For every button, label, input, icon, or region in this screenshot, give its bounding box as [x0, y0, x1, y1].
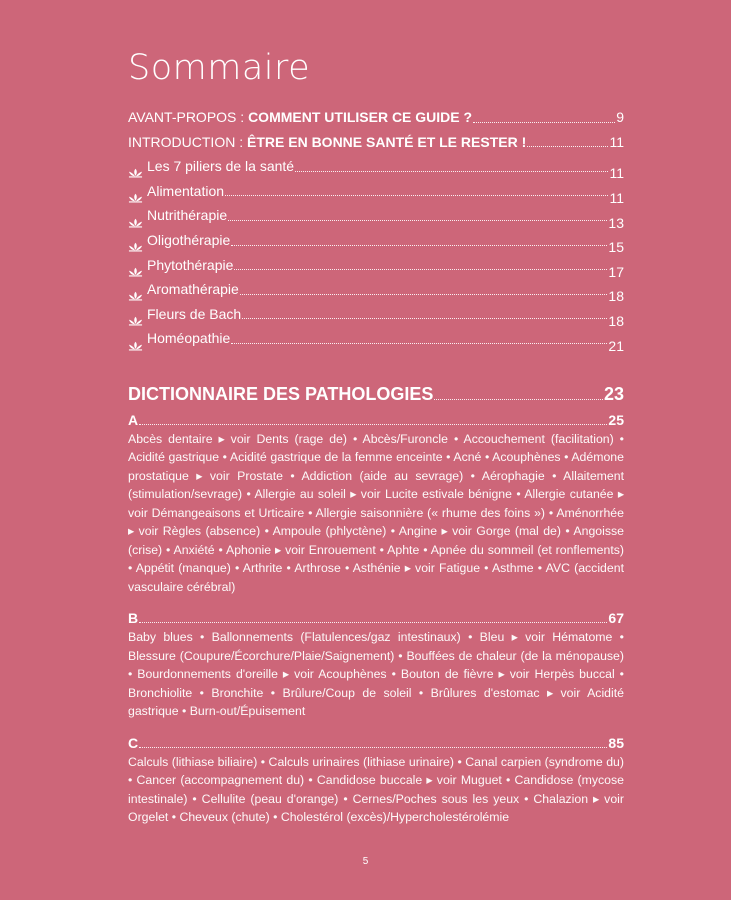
letter-label: B [128, 610, 139, 627]
dot-leader [225, 195, 608, 196]
toc-page-number: 11 [609, 190, 624, 207]
toc-page-number: 25 [608, 411, 624, 428]
toc-subentry-label: Fleurs de Bach [147, 305, 242, 322]
toc-subentry-label: Oligothérapie [147, 231, 231, 248]
lotus-icon [128, 211, 143, 221]
toc-prefix: AVANT-PROPOS : [128, 109, 249, 125]
dot-leader [228, 220, 607, 221]
toc-page-number: 11 [609, 133, 624, 150]
dot-leader [231, 245, 607, 246]
letter-heading[interactable] [128, 608, 624, 628]
lotus-icon [128, 260, 143, 270]
table-of-contents [128, 105, 624, 827]
toc-page-number: 9 [616, 109, 624, 125]
letter-label: C [128, 734, 139, 751]
page-number: 5 [362, 856, 369, 867]
lotus-icon [128, 309, 143, 319]
toc-subentry-label: Alimentation [147, 182, 225, 199]
dot-leader [295, 171, 608, 172]
letter-heading[interactable] [128, 733, 624, 753]
dot-leader [240, 294, 608, 295]
toc-page-number: 67 [608, 610, 624, 627]
dot-leader [139, 622, 607, 623]
toc-subentry[interactable] [128, 302, 624, 330]
toc-page-number: 18 [608, 313, 624, 330]
toc-entry-introduction[interactable] [128, 130, 624, 155]
toc-entry-avant-propos[interactable] [128, 105, 624, 130]
toc-subentry[interactable] [128, 253, 624, 278]
toc-subentry-label: Nutrithérapie [147, 207, 228, 224]
toc-page-number: 23 [603, 383, 624, 404]
toc-page-number: 17 [608, 263, 624, 280]
toc-subentry[interactable] [128, 277, 624, 305]
toc-subentry[interactable] [128, 228, 624, 256]
letter-section [128, 608, 624, 721]
lotus-icon [128, 334, 143, 344]
dot-leader [473, 122, 615, 123]
toc-subentry[interactable] [128, 154, 624, 182]
toc-page-number: 18 [608, 288, 624, 305]
dot-leader [434, 399, 603, 400]
toc-entry-dictionnaire[interactable] [128, 381, 624, 407]
toc-subentry[interactable] [128, 203, 624, 231]
toc-subentry-label: Phytothérapie [147, 256, 234, 273]
dot-leader [234, 269, 607, 270]
toc-subentry[interactable] [128, 326, 624, 354]
toc-page-number: 15 [608, 239, 624, 256]
letter-section [128, 410, 624, 597]
lotus-icon [128, 235, 143, 245]
toc-title: COMMENT UTILISER CE GUIDE ? [248, 109, 473, 125]
toc-subentry-label: Aromathérapie [147, 281, 239, 298]
toc-subentry-label: Les 7 piliers de la santé [147, 158, 295, 175]
lotus-icon [128, 161, 143, 171]
letter-section [128, 733, 624, 827]
pathology-list: Baby blues • Ballonnements (Flatulences/gaz intestinaux) • Bleu ▸ voir Hématome • Blessure (Coupure/Écorchure/Plaie/Saignement) • Bouffées de chaleur (de la ménopause) • Bourdonnements d'oreille ▸ voir Acouphènes • Bouton de fièvre ▸ voir Herpès buccal • Bronchiolite • Bronchite • Brûlure/Coup de soleil • Brûlures d'estomac ▸ voir Acidité gastrique • Burn-out/Épuisement [128, 630, 624, 719]
dot-leader [527, 146, 608, 147]
toc-subentry[interactable] [128, 179, 624, 207]
letter-label: A [128, 411, 139, 428]
pathology-list: Calculs (lithiase biliaire) • Calculs urinaires (lithiase urinaire) • Canal carpien (syndrome du) • Cancer (accompagnement du) • Candidose buccale ▸ voir Muguet • Candidose (mycose intestinale) • Cellulite (peau d'orange) • Cernes/Poches sous les yeux • Chalazion ▸ voir Orgelet • Cheveux (chute) • Cholestérol (excès)/Hypercholestérolémie [128, 754, 624, 825]
toc-page-number: 21 [608, 337, 624, 354]
section-title: DICTIONNAIRE DES PATHOLOGIES [128, 383, 434, 404]
dot-leader [242, 318, 607, 319]
dot-leader [139, 747, 607, 748]
lotus-icon [128, 186, 143, 196]
dot-leader [139, 424, 607, 425]
toc-prefix: INTRODUCTION : [128, 133, 247, 150]
page-title: Sommaire [128, 48, 311, 88]
dot-leader [231, 343, 607, 344]
letter-heading[interactable] [128, 410, 624, 430]
toc-subentry-label: Homéopathie [147, 330, 231, 347]
toc-page-number: 13 [608, 214, 624, 231]
pathology-list: Abcès dentaire ▸ voir Dents (rage de) • Abcès/Furoncle • Accouchement (facilitation) • Acidité gastrique • Acidité gastrique de la femme enceinte • Acné • Acouphènes • Adémone prostatique ▸ voir Prostate • Addiction (aide au sevrage) • Aérophagie • Allaitement (stimulation/sevrage) • Allergie au soleil ▸ voir Lucite estivale bénigne • Allergie cutanée ▸ voir Démangeaisons et Urticaire • Allergie saisonnière (« rhume des foins ») • Aménorrhée ▸ voir Règles (absence) • Ampoule (phlyctène) • Angine ▸ voir Gorge (mal de) • Angoisse (crise) • Anxiété • Aphonie ▸ voir Enrouement • Aphte • Apnée du sommeil (et ronflements) • Appétit (manque) • Arthrite • Arthrose • Asthénie ▸ voir Fatigue • Asthme • AVC (accident vasculaire cérébral) [128, 431, 624, 594]
toc-title: ÊTRE EN BONNE SANTÉ ET LE RESTER ! [247, 133, 527, 150]
toc-page-number: 11 [609, 165, 624, 182]
toc-page-number: 85 [608, 734, 624, 751]
lotus-icon [128, 284, 143, 294]
